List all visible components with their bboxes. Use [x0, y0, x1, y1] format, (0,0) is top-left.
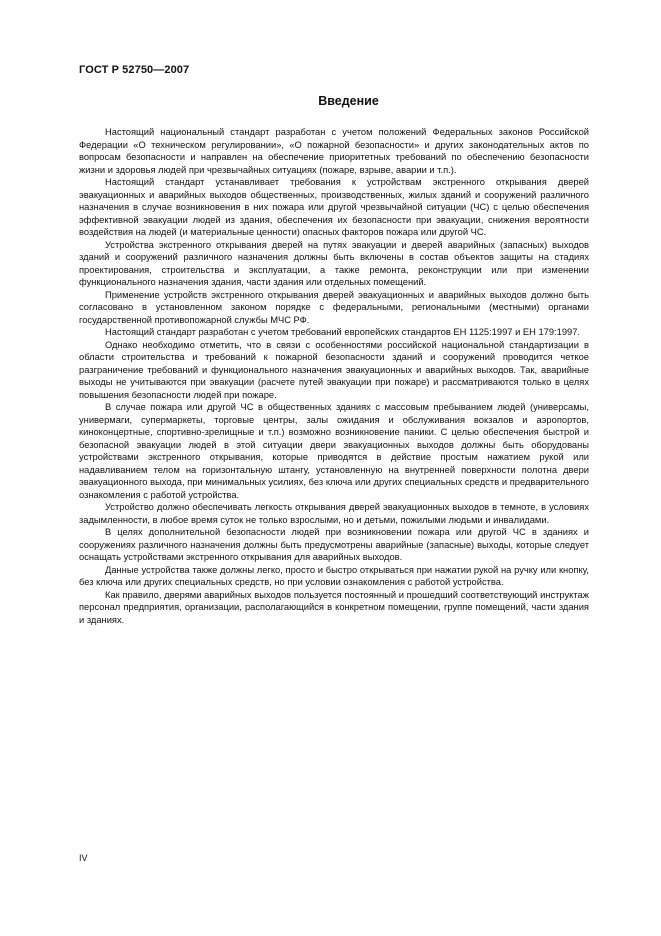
introduction-body [79, 126, 589, 626]
paragraph: Настоящий стандарт разработан с учетом требований европейских стандартов ЕН 1125:1997 и ЕН 179:1997. [105, 327, 581, 337]
paragraph: В целях дополнительной безопасности людей при возникновении пожара или другой ЧС в зданиях и сооружениях различного назначения должны быть предусмотрены аварийные (запасные) выходы, которые следует оснащать устройствами экстренного открывания для аварийных выходов. [79, 527, 589, 562]
paragraph: Применение устройств экстренного открывания дверей эвакуационных и аварийных выходов должно быть согласовано в установленном законом порядке с федеральными, региональными (местными) органами государственной противопожарной службы МЧС РФ. [79, 289, 589, 325]
paragraph: Настоящий стандарт устанавливает требования к устройствам экстренного открывания дверей эвакуационных и аварийных выходов общественных, производственных, жилых зданий и сооружений различного назначения в случае возникновения в них пожара или другой чрезвычайной ситуации (ЧС) с целью обеспечения эффективной эвакуации людей из здания, обеспечения их безопасности при эвакуации, снижения вероятности воздействия на людей (и материальные ценности) опасных факторов пожара или другой ЧС. [79, 177, 589, 237]
paragraph: Однако необходимо отметить, что в связи с особенностями российской национальной стандартизации в области строительства и требований к пожарной безопасности зданий и сооружений проводится четкое разграничение требований и функционального назначения эвакуационных и аварийных выходов. Так, аварийные выходы не учитываются при эвакуации (расчете путей эвакуации при пожаре) и рассматриваются только в целях повышения безопасности людей при пожаре. [79, 339, 589, 400]
page-number: IV [79, 853, 88, 863]
paragraph: В случае пожара или другой ЧС в общественных зданиях с массовым пребыванием людей (универсамы, универмаги, супермаркеты, торговые центры, залы ожидания и обслуживания вокзалов и аэропортов, киноконцертные, спортивно-зрелищные и т.п.) возможно возникновение паники. С целью обеспечения быстрой и безопасной эвакуации людей в этой ситуации двери эвакуационных выходов должны быть оборудованы устройствами экстренного открывания, которые приводятся в действие простым нажатием рукой или надавливанием телом на горизонтальную штангу, установленную на внутренней поверхности полотна двери эвакуационного выхода, при минимальных усилиях, без ключа или других специальных средств и предварительного ознакомления с работой устройства. [79, 402, 589, 500]
paragraph: Как правило, дверями аварийных выходов пользуется постоянный и прошедший соответствующий инструктаж персонал предприятия, организации, располагающийся в конкретном помещении, группе помещений, части здания и зданиях. [79, 589, 589, 625]
paragraph: Устройства экстренного открывания дверей на путях эвакуации и дверей аварийных (запасных) выходов зданий и сооружений различного назначения должны быть включены в состав объектов защиты на стадиях проектирования, строительства и эксплуатации, а также ремонта, реконструкции или при изменении функционального назначения здания, части здания или отдельных помещений. [79, 239, 589, 287]
paragraph: Данные устройства также должны легко, просто и быстро открываться при нажатии рукой на ручку или кнопку, без ключа или других специальных средств, но при условии ознакомления с работой устройства. [79, 564, 589, 587]
section-title: Введение [318, 94, 379, 108]
paragraph: Настоящий национальный стандарт разработан с учетом положений Федеральных законов Российской Федерации «О техническом регулировании», «О пожарной безопасности» и других законодательных актов по вопросам безопасности и направлен на обеспечение приоритетных требований по обеспечению безопасности жизни и здоровья людей при чрезвычайных ситуациях (пожаре, взрыве, аварии и т.п.). [79, 127, 589, 175]
paragraph: Устройство должно обеспечивать легкость открывания дверей эвакуационных выходов в темноте, в условиях задымленности, в любое время суток не только взрослыми, но и детьми, пожилыми людьми и инвалидами. [79, 502, 589, 525]
document-code: ГОСТ Р 52750—2007 [79, 64, 190, 76]
